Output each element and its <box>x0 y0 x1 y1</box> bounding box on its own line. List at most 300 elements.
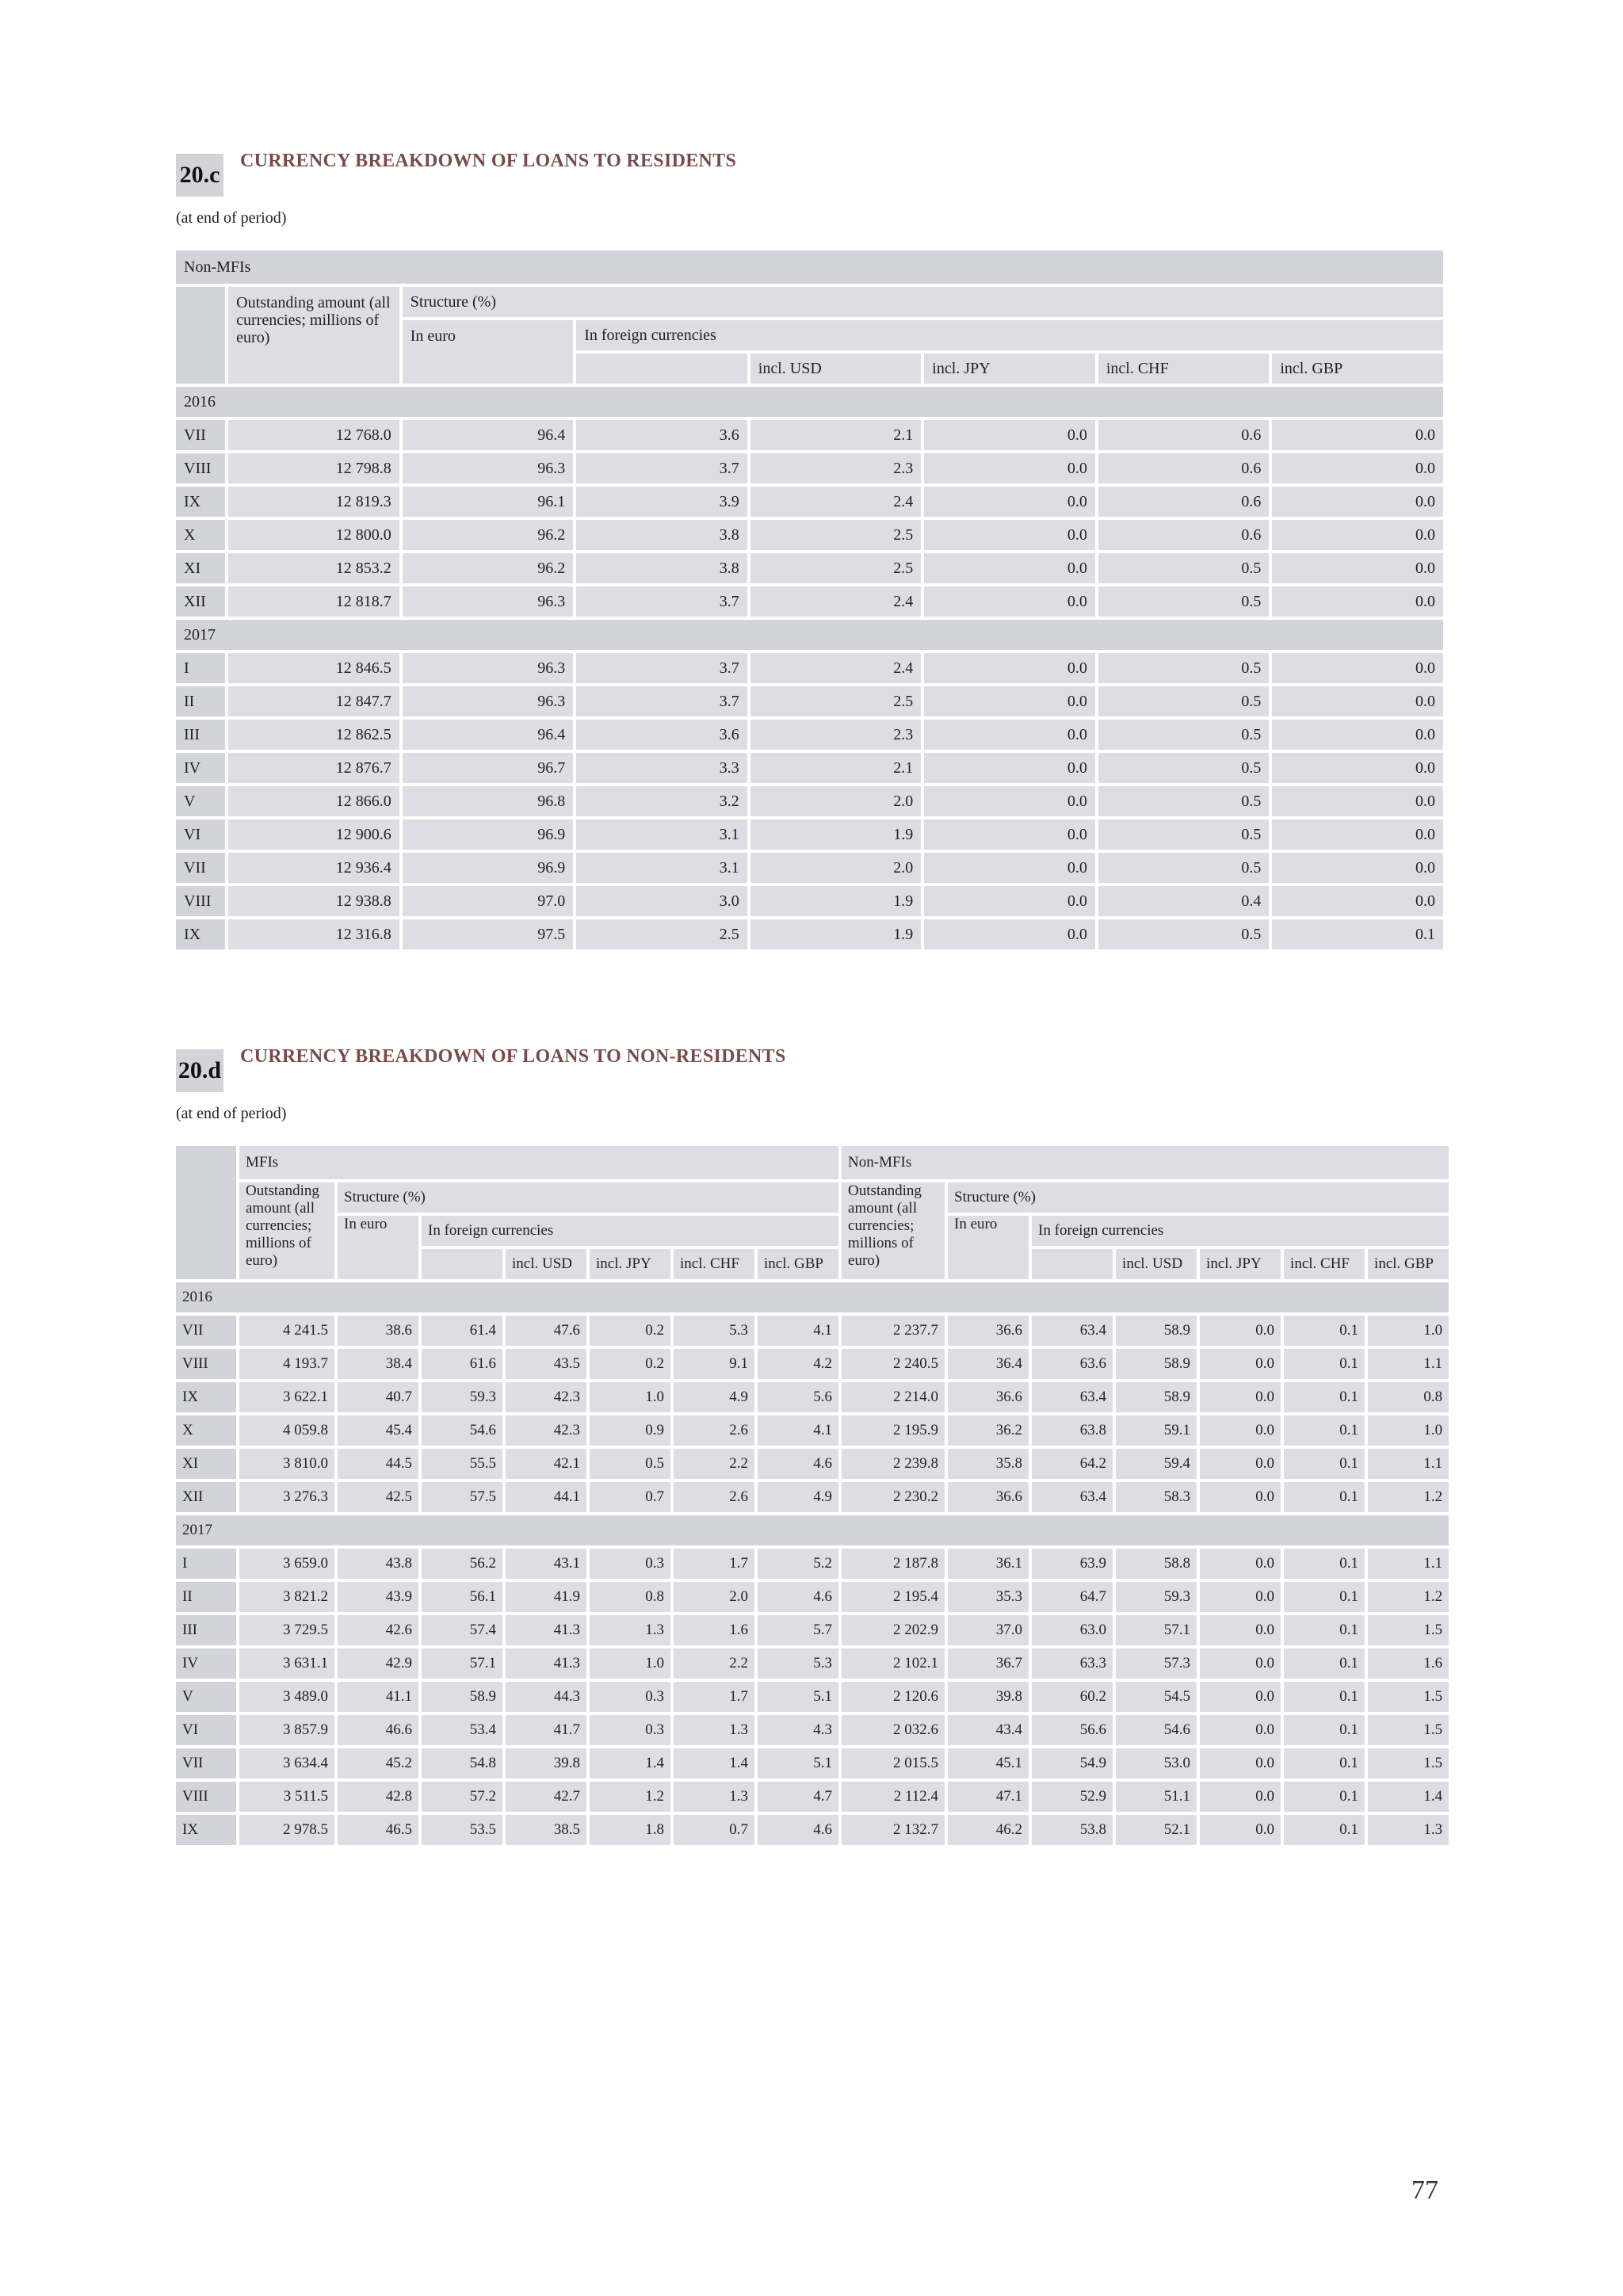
value-cell: 0.3 <box>590 1682 670 1712</box>
header-blank <box>1032 1249 1113 1279</box>
value-cell: 56.1 <box>422 1582 502 1612</box>
value-cell: 57.1 <box>422 1648 502 1679</box>
header-jpy: incl. JPY <box>924 353 1095 384</box>
value-cell: 2.6 <box>674 1482 754 1512</box>
month-cell: IV <box>176 1648 236 1679</box>
header-outstanding-nonmfi: Outstanding amount (all currencies; millions of euro) <box>842 1182 945 1279</box>
header-foreign-nonmfi: In foreign currencies <box>1032 1216 1449 1246</box>
value-cell: 46.2 <box>948 1815 1029 1845</box>
value-cell: 59.4 <box>1116 1449 1197 1479</box>
month-cell: X <box>176 520 225 550</box>
value-cell: 2.0 <box>750 853 922 883</box>
header-in-euro-mfi: In euro <box>338 1216 418 1279</box>
value-cell: 1.3 <box>590 1615 670 1645</box>
value-cell: 1.8 <box>590 1815 670 1845</box>
value-cell: 96.4 <box>403 420 574 450</box>
month-cell: VIII <box>176 886 225 916</box>
value-cell: 63.4 <box>1032 1382 1113 1412</box>
value-cell: 1.0 <box>590 1382 670 1412</box>
value-cell: 42.7 <box>506 1782 586 1812</box>
value-cell: 0.1 <box>1284 1782 1365 1812</box>
value-cell: 0.0 <box>1272 520 1443 550</box>
value-cell: 0.1 <box>1272 919 1443 949</box>
header-chf: incl. CHF <box>1098 353 1270 384</box>
month-cell: IX <box>176 919 225 949</box>
value-cell: 36.6 <box>948 1316 1029 1346</box>
value-cell: 4.6 <box>758 1582 838 1612</box>
value-cell: 0.5 <box>1098 586 1270 617</box>
value-cell: 43.8 <box>338 1549 418 1579</box>
section-subtitle: (at end of period) <box>176 209 287 227</box>
value-cell: 0.1 <box>1284 1449 1365 1479</box>
value-cell: 0.0 <box>1272 420 1443 450</box>
value-cell: 2.0 <box>750 786 922 816</box>
value-cell: 12 938.8 <box>228 886 399 916</box>
value-cell: 0.1 <box>1284 1815 1365 1845</box>
table-row <box>176 1815 1449 1845</box>
value-cell: 3.6 <box>576 420 747 450</box>
value-cell: 0.5 <box>1098 753 1270 783</box>
value-cell: 2 239.8 <box>842 1449 945 1479</box>
value-cell: 35.3 <box>948 1582 1029 1612</box>
section-20d <box>176 1046 1443 1848</box>
value-cell: 1.7 <box>674 1549 754 1579</box>
value-cell: 0.0 <box>1272 753 1443 783</box>
month-cell: IX <box>176 1815 236 1845</box>
value-cell: 41.1 <box>338 1682 418 1712</box>
table-row <box>176 1682 1449 1712</box>
value-cell: 38.4 <box>338 1349 418 1379</box>
month-cell: VIII <box>176 1782 236 1812</box>
value-cell: 0.1 <box>1284 1415 1365 1446</box>
value-cell: 53.8 <box>1032 1815 1113 1845</box>
value-cell: 2.1 <box>750 420 922 450</box>
value-cell: 3.7 <box>576 653 747 683</box>
table-row <box>176 1615 1449 1645</box>
value-cell: 0.0 <box>1200 1415 1281 1446</box>
value-cell: 0.0 <box>1200 1349 1281 1379</box>
value-cell: 0.5 <box>1098 553 1270 583</box>
value-cell: 2 195.9 <box>842 1415 945 1446</box>
header-gbp: incl. GBP <box>758 1249 838 1279</box>
value-cell: 4.1 <box>758 1415 838 1446</box>
table-row <box>176 686 1443 716</box>
value-cell: 2.2 <box>674 1648 754 1679</box>
value-cell: 96.8 <box>403 786 574 816</box>
value-cell: 0.1 <box>1284 1316 1365 1346</box>
value-cell: 3 511.5 <box>239 1782 334 1812</box>
value-cell: 2 187.8 <box>842 1549 945 1579</box>
value-cell: 2 015.5 <box>842 1748 945 1778</box>
value-cell: 2.0 <box>674 1582 754 1612</box>
value-cell: 1.3 <box>674 1715 754 1745</box>
value-cell: 1.2 <box>1368 1482 1449 1512</box>
section-code: 20.c <box>176 154 223 197</box>
value-cell: 59.3 <box>422 1382 502 1412</box>
value-cell: 2 240.5 <box>842 1349 945 1379</box>
value-cell: 3.7 <box>576 453 747 483</box>
value-cell: 2 230.2 <box>842 1482 945 1512</box>
table-row <box>176 487 1443 517</box>
month-cell: VII <box>176 1748 236 1778</box>
month-cell: I <box>176 1549 236 1579</box>
value-cell: 55.5 <box>422 1449 502 1479</box>
value-cell: 0.1 <box>1284 1382 1365 1412</box>
year-row: 2017 <box>176 1515 1449 1545</box>
value-cell: 0.0 <box>924 886 1095 916</box>
value-cell: 0.0 <box>924 420 1095 450</box>
table-row <box>176 853 1443 883</box>
value-cell: 12 846.5 <box>228 653 399 683</box>
value-cell: 54.5 <box>1116 1682 1197 1712</box>
header-usd: incl. USD <box>750 353 922 384</box>
value-cell: 59.3 <box>1116 1582 1197 1612</box>
value-cell: 3.1 <box>576 819 747 850</box>
value-cell: 57.2 <box>422 1782 502 1812</box>
value-cell: 2 132.7 <box>842 1815 945 1845</box>
value-cell: 2 032.6 <box>842 1715 945 1745</box>
value-cell: 96.3 <box>403 586 574 617</box>
value-cell: 0.1 <box>1284 1582 1365 1612</box>
value-cell: 3 659.0 <box>239 1549 334 1579</box>
value-cell: 0.5 <box>1098 819 1270 850</box>
year-row: 2016 <box>176 387 1443 417</box>
month-cell: XII <box>176 586 225 617</box>
value-cell: 2 978.5 <box>239 1815 334 1845</box>
value-cell: 96.2 <box>403 553 574 583</box>
value-cell: 36.6 <box>948 1482 1029 1512</box>
value-cell: 9.1 <box>674 1349 754 1379</box>
table-row <box>176 1582 1449 1612</box>
value-cell: 59.1 <box>1116 1415 1197 1446</box>
section-title: CURRENCY BREAKDOWN OF LOANS TO NON-RESIDENTS <box>240 1046 786 1067</box>
value-cell: 0.0 <box>924 686 1095 716</box>
value-cell: 96.1 <box>403 487 574 517</box>
value-cell: 4.7 <box>758 1782 838 1812</box>
value-cell: 97.5 <box>403 919 574 949</box>
header-in-euro-nonmfi: In euro <box>948 1216 1029 1279</box>
value-cell: 97.0 <box>403 886 574 916</box>
value-cell: 58.9 <box>422 1682 502 1712</box>
value-cell: 46.5 <box>338 1815 418 1845</box>
header-structure: Structure (%) <box>403 287 1443 317</box>
month-cell: V <box>176 1682 236 1712</box>
value-cell: 12 818.7 <box>228 586 399 617</box>
group-header-mfi: MFIs <box>239 1146 838 1179</box>
value-cell: 0.0 <box>1200 1748 1281 1778</box>
value-cell: 96.4 <box>403 720 574 750</box>
value-cell: 3 631.1 <box>239 1648 334 1679</box>
value-cell: 0.1 <box>1284 1549 1365 1579</box>
value-cell: 1.1 <box>1368 1449 1449 1479</box>
value-cell: 1.1 <box>1368 1549 1449 1579</box>
table-row <box>176 420 1443 450</box>
value-cell: 4.6 <box>758 1815 838 1845</box>
value-cell: 47.6 <box>506 1316 586 1346</box>
value-cell: 43.5 <box>506 1349 586 1379</box>
month-cell: VII <box>176 420 225 450</box>
value-cell: 0.5 <box>1098 720 1270 750</box>
value-cell: 0.8 <box>1368 1382 1449 1412</box>
value-cell: 43.9 <box>338 1582 418 1612</box>
value-cell: 96.2 <box>403 520 574 550</box>
month-cell: VI <box>176 819 225 850</box>
header-chf: incl. CHF <box>1284 1249 1365 1279</box>
value-cell: 63.8 <box>1032 1415 1113 1446</box>
value-cell: 2 214.0 <box>842 1382 945 1412</box>
value-cell: 64.2 <box>1032 1449 1113 1479</box>
value-cell: 12 819.3 <box>228 487 399 517</box>
value-cell: 58.8 <box>1116 1549 1197 1579</box>
value-cell: 0.1 <box>1284 1349 1365 1379</box>
value-cell: 2.3 <box>750 720 922 750</box>
value-cell: 0.5 <box>1098 919 1270 949</box>
table-row <box>176 1715 1449 1745</box>
value-cell: 0.0 <box>1200 1615 1281 1645</box>
header-usd: incl. USD <box>506 1249 586 1279</box>
value-cell: 1.1 <box>1368 1349 1449 1379</box>
value-cell: 0.0 <box>1200 1482 1281 1512</box>
value-cell: 36.6 <box>948 1382 1029 1412</box>
value-cell: 3.6 <box>576 720 747 750</box>
month-cell: XI <box>176 553 225 583</box>
value-cell: 56.6 <box>1032 1715 1113 1745</box>
header-foreign-mfi: In foreign currencies <box>422 1216 838 1246</box>
value-cell: 1.3 <box>1368 1815 1449 1845</box>
value-cell: 39.8 <box>948 1682 1029 1712</box>
value-cell: 0.0 <box>1272 853 1443 883</box>
value-cell: 2.4 <box>750 487 922 517</box>
value-cell: 0.7 <box>674 1815 754 1845</box>
value-cell: 53.4 <box>422 1715 502 1745</box>
table-row <box>176 1748 1449 1778</box>
header-jpy: incl. JPY <box>590 1249 670 1279</box>
value-cell: 3.7 <box>576 686 747 716</box>
value-cell: 0.0 <box>1272 786 1443 816</box>
table-row <box>176 553 1443 583</box>
section-subtitle: (at end of period) <box>176 1105 287 1122</box>
value-cell: 2.2 <box>674 1449 754 1479</box>
value-cell: 96.3 <box>403 686 574 716</box>
value-cell: 1.7 <box>674 1682 754 1712</box>
value-cell: 0.6 <box>1098 420 1270 450</box>
value-cell: 39.8 <box>506 1748 586 1778</box>
value-cell: 58.9 <box>1116 1382 1197 1412</box>
header-foreign: In foreign currencies <box>576 320 1443 350</box>
value-cell: 0.0 <box>1272 653 1443 683</box>
value-cell: 0.6 <box>1098 453 1270 483</box>
value-cell: 41.3 <box>506 1615 586 1645</box>
value-cell: 12 847.7 <box>228 686 399 716</box>
value-cell: 0.0 <box>1272 720 1443 750</box>
table-row <box>176 1449 1449 1479</box>
value-cell: 2.1 <box>750 753 922 783</box>
month-cell: V <box>176 786 225 816</box>
residents-table-body <box>176 387 1443 949</box>
month-cell: XII <box>176 1482 236 1512</box>
value-cell: 1.6 <box>674 1615 754 1645</box>
month-cell: II <box>176 1582 236 1612</box>
value-cell: 0.0 <box>924 786 1095 816</box>
table-row <box>176 653 1443 683</box>
value-cell: 0.0 <box>1200 1648 1281 1679</box>
table-row <box>176 819 1443 850</box>
month-cell: II <box>176 686 225 716</box>
value-cell: 4 241.5 <box>239 1316 334 1346</box>
value-cell: 42.6 <box>338 1615 418 1645</box>
value-cell: 3.2 <box>576 786 747 816</box>
value-cell: 45.4 <box>338 1415 418 1446</box>
value-cell: 5.7 <box>758 1615 838 1645</box>
value-cell: 42.9 <box>338 1648 418 1679</box>
header-jpy: incl. JPY <box>1200 1249 1281 1279</box>
value-cell: 0.1 <box>1284 1648 1365 1679</box>
value-cell: 1.4 <box>590 1748 670 1778</box>
table-row <box>176 1349 1449 1379</box>
value-cell: 1.9 <box>750 919 922 949</box>
value-cell: 0.0 <box>1200 1316 1281 1346</box>
value-cell: 63.6 <box>1032 1349 1113 1379</box>
value-cell: 0.0 <box>1200 1715 1281 1745</box>
table-row <box>176 520 1443 550</box>
value-cell: 1.3 <box>674 1782 754 1812</box>
month-cell: VI <box>176 1715 236 1745</box>
value-cell: 0.0 <box>924 453 1095 483</box>
value-cell: 3.3 <box>576 753 747 783</box>
value-cell: 4.1 <box>758 1316 838 1346</box>
month-cell: IX <box>176 487 225 517</box>
corner-cell <box>176 1146 236 1279</box>
header-in-euro: In euro <box>403 320 574 384</box>
value-cell: 4.9 <box>674 1382 754 1412</box>
value-cell: 2.5 <box>750 520 922 550</box>
value-cell: 4 059.8 <box>239 1415 334 1446</box>
value-cell: 0.5 <box>590 1449 670 1479</box>
table-row <box>176 1415 1449 1446</box>
table-row <box>176 1316 1449 1346</box>
value-cell: 0.0 <box>1200 1682 1281 1712</box>
value-cell: 4.3 <box>758 1715 838 1745</box>
value-cell: 96.3 <box>403 453 574 483</box>
value-cell: 12 768.0 <box>228 420 399 450</box>
value-cell: 44.1 <box>506 1482 586 1512</box>
value-cell: 0.0 <box>1272 819 1443 850</box>
section-header <box>176 1046 1443 1102</box>
value-cell: 3.9 <box>576 487 747 517</box>
value-cell: 3 634.4 <box>239 1748 334 1778</box>
value-cell: 43.4 <box>948 1715 1029 1745</box>
value-cell: 96.3 <box>403 653 574 683</box>
value-cell: 0.0 <box>924 753 1095 783</box>
table-row <box>176 1782 1449 1812</box>
value-cell: 3 857.9 <box>239 1715 334 1745</box>
value-cell: 0.0 <box>924 919 1095 949</box>
value-cell: 35.8 <box>948 1449 1029 1479</box>
value-cell: 0.0 <box>1200 1582 1281 1612</box>
value-cell: 0.0 <box>1200 1549 1281 1579</box>
value-cell: 0.0 <box>924 520 1095 550</box>
value-cell: 1.5 <box>1368 1682 1449 1712</box>
value-cell: 2 237.7 <box>842 1316 945 1346</box>
value-cell: 12 798.8 <box>228 453 399 483</box>
value-cell: 5.1 <box>758 1682 838 1712</box>
value-cell: 3.8 <box>576 553 747 583</box>
month-cell: VII <box>176 853 225 883</box>
value-cell: 12 866.0 <box>228 786 399 816</box>
value-cell: 54.6 <box>422 1415 502 1446</box>
table-row <box>176 1382 1449 1412</box>
value-cell: 0.0 <box>924 819 1095 850</box>
value-cell: 61.6 <box>422 1349 502 1379</box>
value-cell: 1.9 <box>750 819 922 850</box>
value-cell: 0.2 <box>590 1316 670 1346</box>
value-cell: 96.9 <box>403 819 574 850</box>
value-cell: 57.3 <box>1116 1648 1197 1679</box>
value-cell: 42.3 <box>506 1415 586 1446</box>
value-cell: 0.0 <box>924 653 1095 683</box>
value-cell: 42.1 <box>506 1449 586 1479</box>
value-cell: 42.8 <box>338 1782 418 1812</box>
value-cell: 0.0 <box>1272 487 1443 517</box>
nonresidents-table <box>173 1143 1452 1848</box>
value-cell: 0.8 <box>590 1582 670 1612</box>
value-cell: 0.9 <box>590 1415 670 1446</box>
year-row: 2016 <box>176 1282 1449 1312</box>
value-cell: 40.7 <box>338 1382 418 1412</box>
value-cell: 0.1 <box>1284 1715 1365 1745</box>
value-cell: 0.1 <box>1284 1615 1365 1645</box>
value-cell: 1.6 <box>1368 1648 1449 1679</box>
value-cell: 0.0 <box>1272 686 1443 716</box>
value-cell: 54.8 <box>422 1748 502 1778</box>
value-cell: 1.4 <box>674 1748 754 1778</box>
value-cell: 53.5 <box>422 1815 502 1845</box>
table-row <box>176 1549 1449 1579</box>
header-outstanding-mfi: Outstanding amount (all currencies; millions of euro) <box>239 1182 334 1279</box>
value-cell: 1.2 <box>1368 1582 1449 1612</box>
table-row <box>176 453 1443 483</box>
value-cell: 1.9 <box>750 886 922 916</box>
value-cell: 61.4 <box>422 1316 502 1346</box>
month-cell: III <box>176 720 225 750</box>
value-cell: 0.0 <box>924 487 1095 517</box>
month-cell: VIII <box>176 453 225 483</box>
value-cell: 12 876.7 <box>228 753 399 783</box>
value-cell: 54.6 <box>1116 1715 1197 1745</box>
table-row <box>176 1482 1449 1512</box>
value-cell: 0.0 <box>1200 1449 1281 1479</box>
value-cell: 2.5 <box>576 919 747 949</box>
value-cell: 2 195.4 <box>842 1582 945 1612</box>
value-cell: 0.3 <box>590 1549 670 1579</box>
value-cell: 44.5 <box>338 1449 418 1479</box>
header-structure-mfi: Structure (%) <box>338 1182 838 1213</box>
value-cell: 58.9 <box>1116 1316 1197 1346</box>
value-cell: 4.6 <box>758 1449 838 1479</box>
header-chf: incl. CHF <box>674 1249 754 1279</box>
header-gbp: incl. GBP <box>1272 353 1443 384</box>
value-cell: 2 102.1 <box>842 1648 945 1679</box>
value-cell: 38.5 <box>506 1815 586 1845</box>
nonresidents-table-body <box>176 1282 1449 1845</box>
table-row <box>176 886 1443 916</box>
table-row <box>176 753 1443 783</box>
month-cell: IX <box>176 1382 236 1412</box>
table-row <box>176 720 1443 750</box>
value-cell: 3 622.1 <box>239 1382 334 1412</box>
value-cell: 0.0 <box>1272 586 1443 617</box>
value-cell: 41.3 <box>506 1648 586 1679</box>
